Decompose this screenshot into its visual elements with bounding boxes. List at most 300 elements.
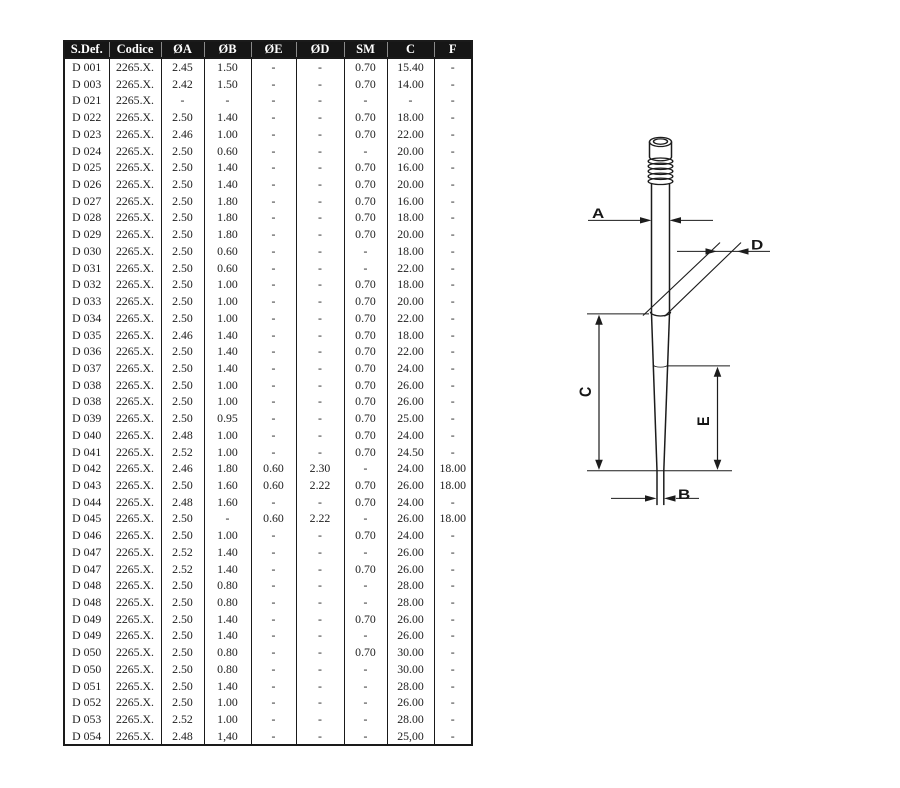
- table-cell: -: [296, 360, 344, 377]
- table-cell: -: [296, 494, 344, 511]
- column-header-e: ØE: [251, 41, 296, 58]
- table-cell: -: [251, 594, 296, 611]
- table-cell: -: [434, 527, 472, 544]
- table-row: [64, 444, 472, 461]
- table-cell: D 028: [72, 210, 102, 225]
- table-cell: 24.00: [387, 494, 434, 511]
- table-cell: 18.00: [434, 460, 472, 477]
- column-header-codice: Codice: [109, 41, 161, 58]
- table-cell: 2265.X.: [109, 527, 161, 544]
- table-cell: -: [251, 243, 296, 260]
- table-cell: 2265.X.: [109, 427, 161, 444]
- table-cell: -: [251, 310, 296, 327]
- table-cell: D 041: [72, 444, 102, 459]
- table-cell: -: [251, 109, 296, 126]
- table-cell: 2.46: [161, 460, 204, 477]
- table-cell: 2.50: [161, 343, 204, 360]
- table-cell: -: [296, 527, 344, 544]
- table-cell: D 050: [72, 661, 102, 676]
- table-cell: 0.70: [344, 159, 387, 176]
- table-cell: 26.00: [387, 544, 434, 561]
- table-cell: -: [296, 444, 344, 461]
- table-cell: D 031: [72, 260, 102, 275]
- table-cell: 15.40: [387, 58, 434, 76]
- table-cell: 2265.X.: [109, 109, 161, 126]
- table-cell: 28.00: [387, 711, 434, 728]
- table-cell: 18.00: [434, 510, 472, 527]
- table-cell: -: [251, 728, 296, 746]
- table-cell: 1.80: [204, 460, 251, 477]
- table-cell: -: [434, 711, 472, 728]
- table-cell: -: [251, 711, 296, 728]
- table-cell: 2.42: [161, 76, 204, 93]
- arrow-down-icon: [595, 460, 603, 470]
- table-cell: 1.40: [204, 627, 251, 644]
- table-cell: -: [434, 728, 472, 746]
- table-cell: 1.40: [204, 360, 251, 377]
- column-header-c: C: [387, 41, 434, 58]
- table-cell: 20.00: [387, 176, 434, 193]
- table-cell: 24.00: [387, 427, 434, 444]
- table-body: [64, 58, 472, 745]
- arrow-left-icon: [670, 217, 682, 223]
- table-cell: -: [296, 243, 344, 260]
- table-cell: 0.70: [344, 126, 387, 143]
- table-row: [64, 377, 472, 394]
- table-cell: 2265.X.: [109, 410, 161, 427]
- table-cell: -: [251, 143, 296, 160]
- table-cell: -: [434, 661, 472, 678]
- table-cell: 2265.X.: [109, 58, 161, 76]
- table-cell: 2.46: [161, 126, 204, 143]
- table-cell: 1.40: [204, 109, 251, 126]
- table-cell: -: [251, 444, 296, 461]
- table-row: [64, 343, 472, 360]
- table-cell: 28.00: [387, 577, 434, 594]
- table-cell: 2265.X.: [109, 76, 161, 93]
- table-row: [64, 544, 472, 561]
- table-cell: D 038: [72, 394, 102, 409]
- table-cell: 1.40: [204, 343, 251, 360]
- table-cell: -: [344, 510, 387, 527]
- table-cell: 0.70: [344, 109, 387, 126]
- table-cell: 2265.X.: [109, 126, 161, 143]
- table-cell: -: [251, 627, 296, 644]
- table-cell: -: [296, 327, 344, 344]
- table-cell: 1.00: [204, 377, 251, 394]
- table-row: [64, 92, 472, 109]
- table-row: [64, 327, 472, 344]
- table-cell: 2.50: [161, 644, 204, 661]
- table-cell: -: [344, 143, 387, 160]
- table-cell: -: [344, 92, 387, 109]
- table-cell: 0.70: [344, 58, 387, 76]
- needle-spec-table: [63, 40, 473, 746]
- table-cell: D 032: [72, 277, 102, 292]
- table-cell: D 037: [72, 360, 102, 375]
- table-cell: -: [434, 260, 472, 277]
- dim-e: [668, 366, 730, 470]
- column-header-d: ØD: [296, 41, 344, 58]
- table-cell: -: [434, 92, 472, 109]
- table-cell: -: [434, 561, 472, 578]
- table-cell: 1,40: [204, 728, 251, 746]
- table-cell: 16.00: [387, 159, 434, 176]
- table-cell: 0.70: [344, 393, 387, 410]
- dim-label-a: A: [591, 206, 605, 222]
- table-cell: -: [387, 92, 434, 109]
- table-row: [64, 577, 472, 594]
- table-cell: 2265.X.: [109, 477, 161, 494]
- table-cell: -: [296, 109, 344, 126]
- table-cell: -: [434, 377, 472, 394]
- table-row: [64, 678, 472, 695]
- table-cell: D 053: [72, 712, 102, 727]
- table-cell: -: [296, 728, 344, 746]
- table-cell: D 034: [72, 310, 102, 325]
- table-cell: D 027: [72, 193, 102, 208]
- table-cell: -: [251, 76, 296, 93]
- table-cell: 2.50: [161, 109, 204, 126]
- table-cell: D 048: [72, 595, 102, 609]
- table-cell: -: [344, 678, 387, 695]
- table-cell: D 039: [72, 411, 102, 426]
- table-cell: 24.00: [387, 360, 434, 377]
- table-cell: 2.48: [161, 427, 204, 444]
- table-row: [64, 611, 472, 628]
- table-row: [64, 159, 472, 176]
- table-cell: 2.52: [161, 544, 204, 561]
- table-cell: -: [434, 611, 472, 628]
- table-cell: 0.70: [344, 310, 387, 327]
- table-cell: 2.50: [161, 293, 204, 310]
- table-cell: D 026: [72, 177, 102, 192]
- table-cell: 22.00: [387, 260, 434, 277]
- table-cell: 0.60: [204, 243, 251, 260]
- table-cell: 18.00: [434, 477, 472, 494]
- table-cell: -: [296, 143, 344, 160]
- table-row: [64, 477, 472, 494]
- table-cell: 1.00: [204, 126, 251, 143]
- table-row: [64, 410, 472, 427]
- table-cell: 2265.X.: [109, 393, 161, 410]
- table-cell: -: [434, 644, 472, 661]
- table-row: [64, 209, 472, 226]
- table-row: [64, 393, 472, 410]
- table-cell: D 035: [72, 327, 102, 342]
- table-cell: 0.70: [344, 360, 387, 377]
- table-cell: 2265.X.: [109, 243, 161, 260]
- table-cell: 2265.X.: [109, 494, 161, 511]
- table-cell: D 003: [72, 76, 102, 91]
- table-cell: D 052: [72, 695, 102, 710]
- table-cell: -: [296, 594, 344, 611]
- table-cell: -: [251, 544, 296, 561]
- table-cell: D 048: [72, 578, 102, 593]
- table-cell: 2265.X.: [109, 209, 161, 226]
- table-cell: 2.50: [161, 627, 204, 644]
- table-cell: 1.00: [204, 310, 251, 327]
- table-cell: -: [434, 276, 472, 293]
- needle-diagram: [560, 100, 900, 620]
- table-cell: 1.00: [204, 393, 251, 410]
- table-cell: 2.48: [161, 728, 204, 746]
- table-cell: 22.00: [387, 343, 434, 360]
- table-cell: -: [296, 661, 344, 678]
- table-cell: -: [251, 159, 296, 176]
- table-cell: -: [251, 661, 296, 678]
- table-header-row: [64, 41, 472, 58]
- arrow-left-icon: [737, 248, 749, 254]
- table-cell: 0.80: [204, 594, 251, 611]
- table-cell: 26.00: [387, 611, 434, 628]
- table-cell: 1.40: [204, 159, 251, 176]
- table-cell: -: [251, 293, 296, 310]
- table-cell: 2.50: [161, 393, 204, 410]
- table-cell: -: [434, 494, 472, 511]
- table-cell: -: [296, 176, 344, 193]
- table-cell: 2.50: [161, 678, 204, 695]
- table-cell: -: [434, 143, 472, 160]
- table-cell: 2.22: [296, 510, 344, 527]
- table-cell: -: [251, 644, 296, 661]
- table-row: [64, 76, 472, 93]
- table-cell: 2.45: [161, 58, 204, 76]
- table-cell: -: [434, 109, 472, 126]
- table-cell: -: [296, 260, 344, 277]
- table-cell: -: [344, 577, 387, 594]
- table-cell: D 001: [72, 60, 102, 74]
- table-row: [64, 728, 472, 746]
- table-cell: 2.50: [161, 243, 204, 260]
- table-cell: -: [434, 243, 472, 260]
- table-cell: -: [204, 92, 251, 109]
- table-cell: -: [251, 343, 296, 360]
- table-cell: 2.50: [161, 276, 204, 293]
- table-cell: -: [434, 226, 472, 243]
- table-cell: 0.60: [204, 143, 251, 160]
- table-row: [64, 58, 472, 76]
- table-cell: 14.00: [387, 76, 434, 93]
- table-cell: -: [296, 58, 344, 76]
- table-cell: 16.00: [387, 193, 434, 210]
- table-cell: 1.80: [204, 209, 251, 226]
- table-cell: -: [296, 577, 344, 594]
- table-cell: 2265.X.: [109, 143, 161, 160]
- table-cell: -: [251, 92, 296, 109]
- table-cell: 2.50: [161, 577, 204, 594]
- table-cell: 2265.X.: [109, 661, 161, 678]
- table-cell: 2265.X.: [109, 510, 161, 527]
- table-cell: D 049: [72, 611, 102, 626]
- table-cell: 2265.X.: [109, 678, 161, 695]
- table-cell: 2265.X.: [109, 327, 161, 344]
- table-cell: -: [296, 310, 344, 327]
- table-cell: -: [204, 510, 251, 527]
- arrow-right-icon: [640, 217, 652, 223]
- table-cell: 2.46: [161, 327, 204, 344]
- table-cell: 1.40: [204, 327, 251, 344]
- table-cell: 1.60: [204, 477, 251, 494]
- table-cell: -: [434, 176, 472, 193]
- table-cell: -: [251, 126, 296, 143]
- column-header-sm: SM: [344, 41, 387, 58]
- table-cell: -: [296, 343, 344, 360]
- arrow-up-icon: [714, 367, 722, 377]
- table-cell: 2265.X.: [109, 460, 161, 477]
- table-cell: 2265.X.: [109, 377, 161, 394]
- table-cell: -: [296, 711, 344, 728]
- table-cell: 26.00: [387, 377, 434, 394]
- table-cell: 0.70: [344, 209, 387, 226]
- table-cell: 2265.X.: [109, 92, 161, 109]
- table-cell: D 033: [72, 294, 102, 309]
- table-row: [64, 143, 472, 160]
- table-row: [64, 109, 472, 126]
- table-cell: 0.70: [344, 561, 387, 578]
- table-cell: 2265.X.: [109, 644, 161, 661]
- table-cell: -: [434, 678, 472, 695]
- table-cell: -: [344, 544, 387, 561]
- table-cell: -: [434, 594, 472, 611]
- table-cell: 1.00: [204, 444, 251, 461]
- table-row: [64, 527, 472, 544]
- table-cell: -: [434, 410, 472, 427]
- needle-rings: [648, 158, 673, 185]
- table-cell: 2.50: [161, 193, 204, 210]
- table-cell: 0.60: [251, 510, 296, 527]
- table-cell: 0.70: [344, 76, 387, 93]
- table-cell: 2265.X.: [109, 260, 161, 277]
- dim-label-d: D: [751, 237, 764, 253]
- table-cell: 2.50: [161, 159, 204, 176]
- table-cell: 2265.X.: [109, 594, 161, 611]
- table-cell: -: [296, 611, 344, 628]
- table-cell: 18.00: [387, 209, 434, 226]
- table-cell: 22.00: [387, 126, 434, 143]
- table-cell: D 023: [72, 126, 102, 141]
- table-cell: -: [251, 176, 296, 193]
- table-cell: 0.70: [344, 477, 387, 494]
- table-cell: 30.00: [387, 644, 434, 661]
- table-cell: -: [251, 276, 296, 293]
- table-cell: -: [251, 611, 296, 628]
- table-cell: 0.80: [204, 577, 251, 594]
- table-cell: 2265.X.: [109, 193, 161, 210]
- column-header-f: F: [434, 41, 472, 58]
- table-cell: 2265.X.: [109, 728, 161, 746]
- table-cell: 1.50: [204, 76, 251, 93]
- table-cell: -: [296, 678, 344, 695]
- table-cell: 2.50: [161, 694, 204, 711]
- table-cell: -: [296, 561, 344, 578]
- dim-label-b: B: [678, 487, 691, 503]
- table-cell: 2.52: [161, 711, 204, 728]
- table-cell: D 025: [72, 160, 102, 175]
- table-cell: 0.60: [251, 477, 296, 494]
- table-cell: D 047: [72, 544, 102, 559]
- dim-c: [577, 314, 649, 470]
- table-cell: 2265.X.: [109, 176, 161, 193]
- table-cell: 0.70: [344, 293, 387, 310]
- table-cell: 18.00: [387, 327, 434, 344]
- table-cell: 24.00: [387, 527, 434, 544]
- table-row: [64, 226, 472, 243]
- table-cell: -: [434, 126, 472, 143]
- table-row: [64, 694, 472, 711]
- table-row: [64, 594, 472, 611]
- table-row: [64, 243, 472, 260]
- dim-a: [588, 206, 713, 223]
- table-cell: 25.00: [387, 410, 434, 427]
- table-row: [64, 661, 472, 678]
- table-cell: 0.70: [344, 427, 387, 444]
- table-cell: -: [344, 661, 387, 678]
- table-cell: 2.50: [161, 611, 204, 628]
- table-cell: 0.80: [204, 661, 251, 678]
- table-cell: 1.40: [204, 678, 251, 695]
- table-cell: 1.80: [204, 226, 251, 243]
- table-cell: -: [434, 393, 472, 410]
- table-cell: -: [296, 209, 344, 226]
- table-cell: 2.50: [161, 143, 204, 160]
- needle-drawing: [648, 137, 673, 505]
- table-cell: D 024: [72, 143, 102, 158]
- table-cell: 2265.X.: [109, 544, 161, 561]
- table-cell: D 049: [72, 628, 102, 643]
- table-cell: 0.70: [344, 527, 387, 544]
- table-cell: 26.00: [387, 510, 434, 527]
- table-cell: 2265.X.: [109, 561, 161, 578]
- table-cell: 0.70: [344, 176, 387, 193]
- table-cell: 1.60: [204, 494, 251, 511]
- table-cell: -: [434, 444, 472, 461]
- table-row: [64, 561, 472, 578]
- table-cell: 2.50: [161, 310, 204, 327]
- table-row: [64, 260, 472, 277]
- table-cell: -: [434, 694, 472, 711]
- table-cell: 0.70: [344, 343, 387, 360]
- table-row: [64, 176, 472, 193]
- table-cell: 2.50: [161, 176, 204, 193]
- table-row: [64, 293, 472, 310]
- table-cell: D 021: [72, 93, 102, 108]
- table-row: [64, 427, 472, 444]
- table-cell: D 047: [72, 561, 102, 576]
- table-cell: 0.70: [344, 327, 387, 344]
- table-cell: 26.00: [387, 694, 434, 711]
- table-cell: -: [296, 427, 344, 444]
- dim-d: [643, 237, 770, 316]
- table-cell: 0.70: [344, 444, 387, 461]
- table-cell: 0.70: [344, 377, 387, 394]
- table-cell: -: [434, 327, 472, 344]
- table-cell: -: [296, 226, 344, 243]
- table-cell: 2265.X.: [109, 293, 161, 310]
- table-cell: 18.00: [387, 243, 434, 260]
- table-cell: 25,00: [387, 728, 434, 746]
- table-cell: D 051: [72, 678, 102, 693]
- table-cell: -: [296, 627, 344, 644]
- table-cell: 2265.X.: [109, 444, 161, 461]
- table-cell: 0.70: [344, 644, 387, 661]
- table-cell: 0.95: [204, 410, 251, 427]
- table-cell: 2.48: [161, 494, 204, 511]
- table-cell: -: [296, 393, 344, 410]
- table-cell: D 054: [72, 728, 102, 743]
- table-cell: 26.00: [387, 627, 434, 644]
- column-header-a: ØA: [161, 41, 204, 58]
